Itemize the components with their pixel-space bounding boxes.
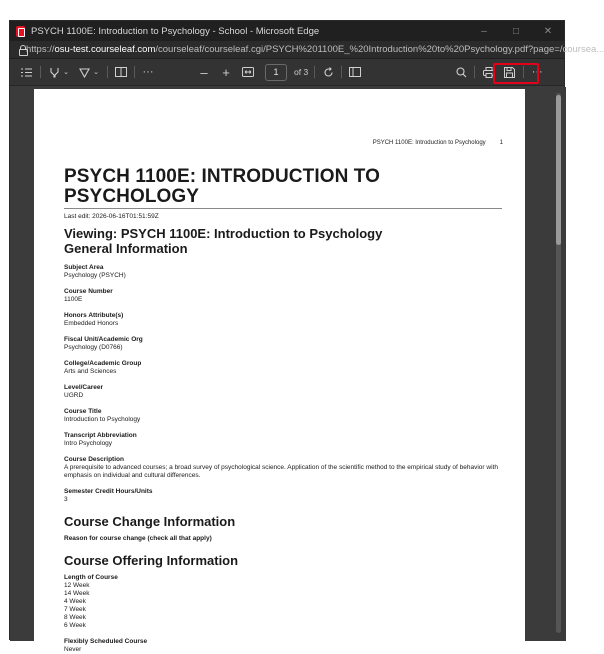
window-title: PSYCH 1100E: Introduction to Psychology - School - Microsoft Edge [31, 25, 320, 37]
field-reason-for-change [64, 535, 504, 543]
field-label: Fiscal Unit/Academic Org [64, 336, 143, 343]
draw-dropdown-chevron-icon[interactable]: ⌄ [93, 69, 99, 76]
minimize-button[interactable]: – [481, 25, 487, 37]
more-options-icon[interactable]: ··· [142, 66, 154, 78]
field-course-title [64, 408, 504, 424]
field-value: Never [64, 646, 82, 653]
field-value: 1100E [64, 296, 83, 303]
last-edit: Last edit: 2026-06-16T01:51:59Z [64, 213, 159, 220]
field-label: Course Number [64, 288, 113, 295]
page-view-icon[interactable] [114, 62, 128, 82]
field-course-description [64, 456, 504, 480]
scrollbar-thumb[interactable] [556, 95, 561, 245]
settings-more-icon[interactable]: ··· [531, 66, 543, 78]
url-path: /courseleaf/courseleaf.cgi/PSYCH%201100E_%20Introduction%20to%20Psychology.pdf?page=/coursea... [155, 44, 604, 55]
vertical-scrollbar[interactable] [556, 93, 561, 633]
field-flexibly-scheduled [64, 638, 504, 654]
pdf-page [34, 89, 525, 653]
pdf-app-icon [16, 26, 25, 37]
field-value: Introduction to Psychology [64, 416, 141, 423]
field-label: College/Academic Group [64, 360, 142, 367]
viewing-heading: Viewing: PSYCH 1100E: Introduction to Psychology [64, 226, 383, 241]
toolbar-divider [341, 66, 342, 78]
page-count: of 3 [294, 67, 309, 77]
document-body [64, 167, 504, 654]
field-transcript-abbreviation [64, 432, 504, 448]
highlight-dropdown-chevron-icon[interactable]: ⌄ [63, 69, 69, 76]
toolbar-divider [474, 66, 475, 78]
length-item: 6 Week [64, 622, 86, 629]
annotation-highlight-box [493, 63, 539, 84]
fit-page-icon[interactable] [241, 62, 255, 82]
field-level-career [64, 384, 504, 400]
zoom-out-button[interactable]: – [200, 64, 208, 80]
zoom-in-button[interactable]: + [222, 64, 230, 80]
field-label: Level/Career [64, 384, 104, 391]
toolbar-divider [40, 66, 41, 78]
field-value: Arts and Sciences [64, 368, 117, 375]
course-offering-heading: Course Offering Information [64, 553, 239, 568]
length-item: 7 Week [64, 606, 86, 613]
rotate-icon[interactable] [321, 62, 335, 82]
url-host: osu-test.courseleaf.com [54, 44, 156, 55]
field-label: Length of Course [64, 574, 118, 581]
field-label: Transcript Abbreviation [64, 432, 137, 439]
field-label: Course Title [64, 408, 102, 415]
field-length-of-course [64, 574, 504, 630]
field-label: Flexibly Scheduled Course [64, 638, 148, 645]
title-bar [10, 21, 564, 41]
close-button[interactable]: ✕ [543, 25, 553, 37]
field-course-number [64, 288, 504, 304]
course-change-heading: Course Change Information [64, 514, 236, 529]
field-label: Subject Area [64, 264, 104, 271]
length-item: 12 Week [64, 582, 90, 589]
length-item: 4 Week [64, 598, 86, 605]
two-page-view-icon[interactable] [348, 62, 362, 82]
document-title: PSYCH 1100E: INTRODUCTION TO PSYCHOLOGY [64, 167, 502, 209]
contents-icon[interactable] [18, 62, 34, 82]
field-value: Psychology (D0766) [64, 344, 123, 351]
field-value: UGRD [64, 392, 84, 399]
length-item: 14 Week [64, 590, 90, 597]
highlight-icon[interactable] [47, 62, 61, 82]
field-value: Embedded Honors [64, 320, 119, 327]
field-label: Course Description [64, 456, 124, 463]
toolbar-divider [134, 66, 135, 78]
field-label: Honors Attribute(s) [64, 312, 124, 319]
field-value: 3 [64, 496, 68, 503]
length-item: 8 Week [64, 614, 86, 621]
field-value: Psychology (PSYCH) [64, 272, 126, 279]
field-fiscal-unit [64, 336, 504, 352]
page-number-input[interactable]: 1 [265, 64, 287, 81]
field-label: Semester Credit Hours/Units [64, 488, 153, 495]
running-header-page: 1 [499, 140, 503, 146]
field-value: Intro Psychology [64, 440, 113, 447]
address-bar[interactable] [10, 41, 604, 59]
general-information-heading: General Information [64, 241, 188, 256]
maximize-button[interactable]: □ [512, 25, 520, 37]
pdf-toolbar [10, 59, 564, 86]
toolbar-divider [107, 66, 108, 78]
field-college [64, 360, 504, 376]
running-header [373, 140, 503, 146]
running-header-title: PSYCH 1100E: Introduction to Psychology [372, 140, 486, 146]
field-value: A prerequisite to advanced courses; a broad survey of psychological science. Application of the scientific method to the empirical study of behavior with emphasis on individual and cultural differences. [64, 464, 498, 479]
field-label: Reason for course change (check all that apply) [64, 535, 212, 542]
url-prefix: https:// [26, 44, 55, 55]
url-text[interactable] [26, 44, 604, 55]
field-credit-hours [64, 488, 504, 504]
search-icon[interactable] [454, 62, 468, 82]
field-subject-area [64, 264, 504, 280]
draw-icon[interactable] [77, 62, 91, 82]
field-honors-attribute [64, 312, 504, 328]
window-controls [468, 21, 564, 41]
toolbar-divider [314, 66, 315, 78]
pdf-viewer[interactable] [10, 87, 566, 653]
browser-window [9, 20, 604, 653]
